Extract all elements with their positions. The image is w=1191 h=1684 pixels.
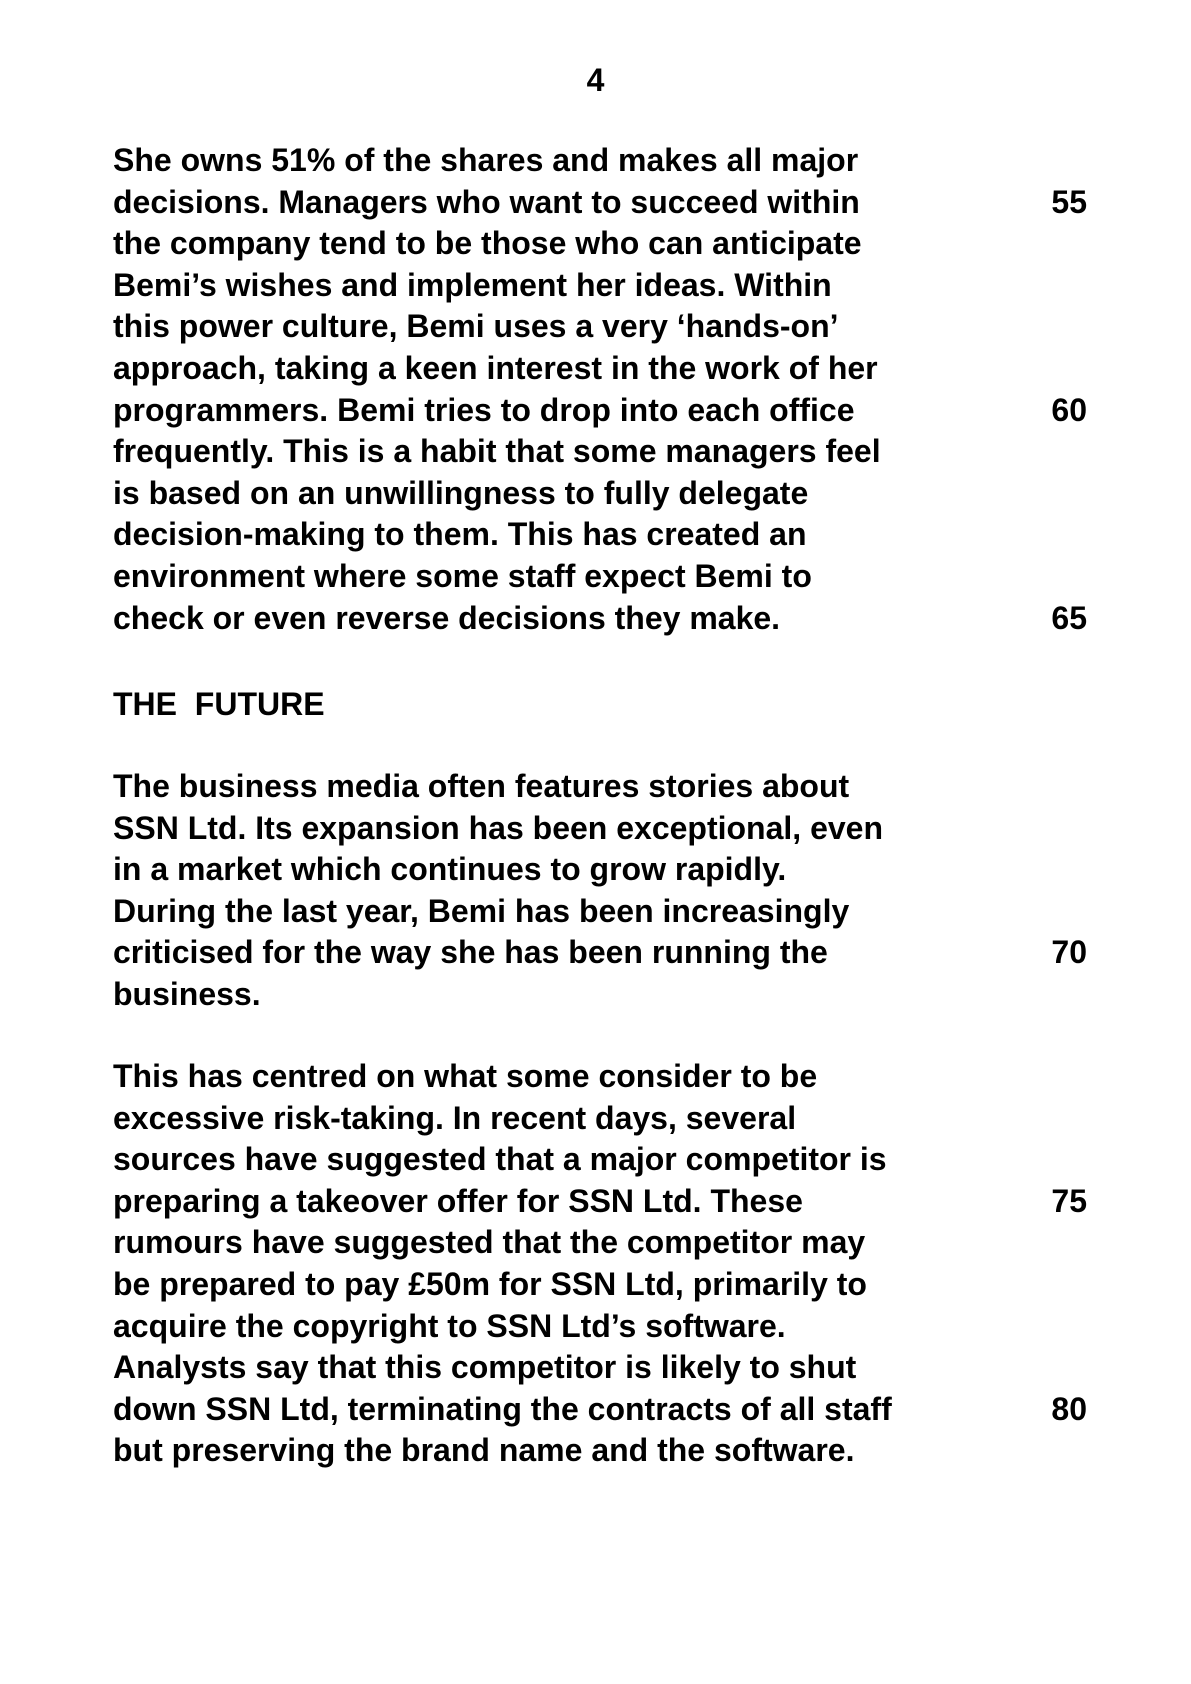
text-line bbox=[113, 306, 1113, 348]
text-line bbox=[113, 598, 1113, 640]
line-text: check or even reverse decisions they make. bbox=[113, 599, 781, 636]
text-line bbox=[113, 974, 1113, 1016]
line-text: is based on an unwillingness to fully delegate bbox=[113, 474, 809, 511]
text-line bbox=[113, 473, 1113, 515]
line-text: SSN Ltd. Its expansion has been exceptional, even bbox=[113, 809, 883, 846]
line-text: the company tend to be those who can anticipate bbox=[113, 225, 862, 262]
text-line bbox=[113, 1389, 1113, 1431]
line-text: rumours have suggested that the competitor may bbox=[113, 1224, 866, 1261]
text-line bbox=[113, 1181, 1113, 1223]
line-text: preparing a takeover offer for SSN Ltd. These bbox=[113, 1182, 803, 1219]
line-text: The business media often features stories about bbox=[113, 768, 850, 804]
line-text: acquire the copyright to SSN Ltd’s software. bbox=[113, 1307, 786, 1344]
text-line bbox=[113, 348, 1113, 390]
page-number: 4 bbox=[586, 62, 605, 98]
paragraph-3 bbox=[113, 1056, 1113, 1472]
text-line bbox=[113, 1306, 1113, 1348]
line-number: 65 bbox=[1051, 599, 1087, 636]
line-number: 80 bbox=[1051, 1390, 1087, 1427]
text-line bbox=[113, 431, 1113, 473]
text-line bbox=[113, 849, 1113, 891]
line-text: in a market which continues to grow rapidly. bbox=[113, 851, 787, 888]
text-line bbox=[113, 1347, 1113, 1389]
text-line bbox=[113, 808, 1113, 850]
line-text: but preserving the brand name and the software. bbox=[113, 1432, 855, 1469]
line-text: business. bbox=[113, 975, 261, 1012]
line-text: this power culture, Bemi uses a very ‘hands-on’ bbox=[113, 308, 839, 345]
paragraph-2 bbox=[113, 766, 1113, 1016]
line-text: Analysts say that this competitor is likely to shut bbox=[113, 1349, 857, 1386]
text-line bbox=[113, 1098, 1113, 1140]
text-line bbox=[113, 932, 1113, 974]
text-line bbox=[113, 1056, 1113, 1098]
text-line bbox=[113, 390, 1113, 432]
line-text: approach, taking a keen interest in the work of her bbox=[113, 349, 878, 386]
paragraph-1 bbox=[113, 140, 1113, 639]
line-number: 70 bbox=[1051, 934, 1087, 971]
text-line bbox=[113, 140, 1113, 182]
text-line bbox=[113, 1430, 1113, 1472]
line-text: criticised for the way she has been running the bbox=[113, 934, 828, 971]
line-text: excessive risk-taking. In recent days, several bbox=[113, 1099, 797, 1136]
line-number: 55 bbox=[1051, 183, 1087, 220]
line-text: decision-making to them. This has created an bbox=[113, 516, 807, 553]
line-text: Bemi’s wishes and implement her ideas. Within bbox=[113, 266, 832, 303]
line-text: During the last year, Bemi has been increasingly bbox=[113, 892, 850, 929]
text-line bbox=[113, 766, 1113, 808]
line-text: She owns 51% of the shares and makes all major bbox=[113, 142, 859, 178]
line-text: environment where some staff expect Bemi to bbox=[113, 557, 812, 594]
text-line bbox=[113, 182, 1113, 224]
text-line bbox=[113, 514, 1113, 556]
line-text: This has centred on what some consider to be bbox=[113, 1058, 818, 1094]
line-text: programmers. Bemi tries to drop into each office bbox=[113, 391, 855, 428]
line-text: sources have suggested that a major competitor is bbox=[113, 1141, 887, 1178]
text-line bbox=[113, 265, 1113, 307]
line-number: 60 bbox=[1051, 391, 1087, 428]
line-text: down SSN Ltd, terminating the contracts of all staff bbox=[113, 1390, 892, 1427]
line-text: decisions. Managers who want to succeed within bbox=[113, 183, 860, 220]
text-line bbox=[113, 891, 1113, 933]
text-line bbox=[113, 223, 1113, 265]
text-line bbox=[113, 556, 1113, 598]
text-line bbox=[113, 1264, 1113, 1306]
section-heading: THE FUTURE bbox=[113, 686, 325, 722]
line-text: be prepared to pay £50m for SSN Ltd, primarily to bbox=[113, 1265, 867, 1302]
line-text: frequently. This is a habit that some managers feel bbox=[113, 433, 881, 470]
text-line bbox=[113, 1139, 1113, 1181]
line-number: 75 bbox=[1051, 1182, 1087, 1219]
text-line bbox=[113, 1222, 1113, 1264]
